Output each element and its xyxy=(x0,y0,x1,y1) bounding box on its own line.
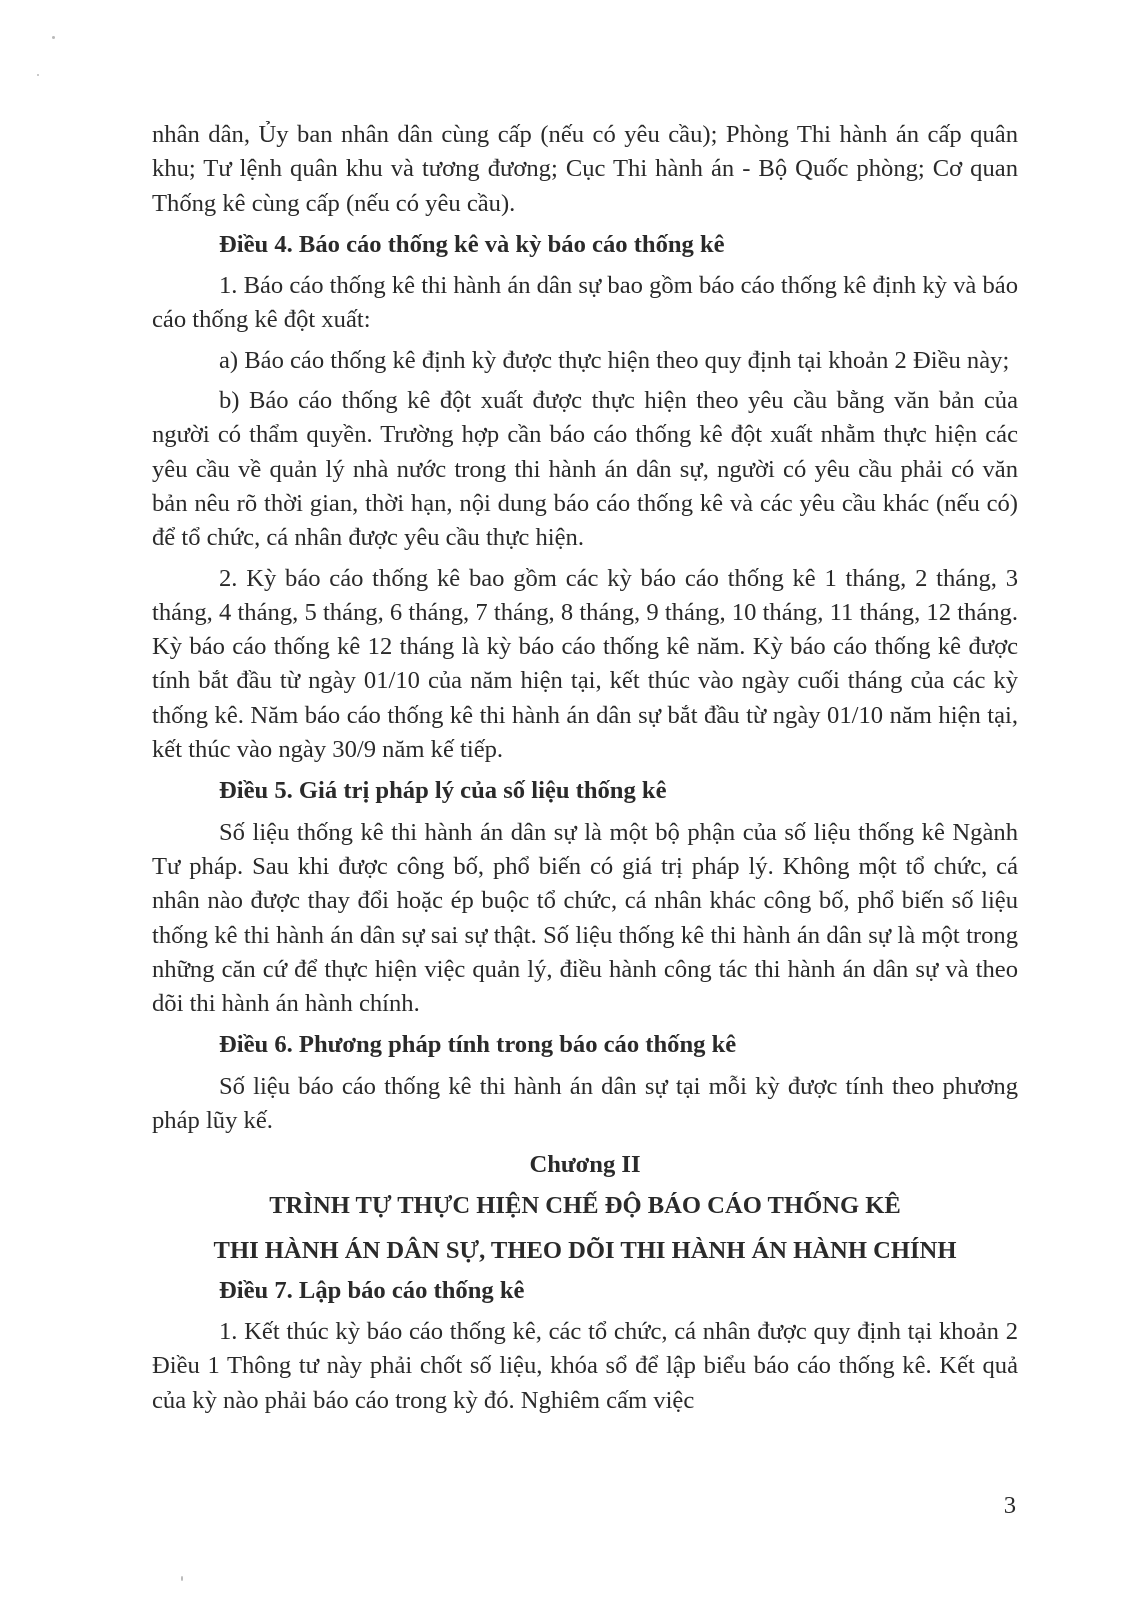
paragraph-continuation: nhân dân, Ủy ban nhân dân cùng cấp (nếu có yêu cầu); Phòng Thi hành án cấp quân khu; Tư lệnh quân khu và tương đương; Cục Thi hành án - Bộ Quốc phòng; Cơ quan Thống kê cùng cấp (nếu có yêu cầu). xyxy=(152,121,1018,217)
page-number: 3 xyxy=(1003,1492,1016,1519)
article-6-body: Số liệu báo cáo thống kê thi hành án dân sự tại mỗi kỳ được tính theo phương pháp lũy kế. xyxy=(152,1072,1018,1135)
chapter-title: Chương II xyxy=(529,1151,641,1179)
article-4-clause-2: 2. Kỳ báo cáo thống kê bao gồm các kỳ báo cáo thống kê 1 tháng, 2 tháng, 3 tháng, 4 tháng, 5 tháng, 6 tháng, 7 tháng, 8 tháng, 9 tháng, 10 tháng, 11 tháng, 12 tháng. Kỳ báo cáo thống kê 12 tháng là kỳ báo cáo thống kê năm. Kỳ báo cáo thống kê được tính bắt đầu từ ngày 01/10 của năm hiện tại, kết thúc vào ngày cuối tháng của các kỳ thống kê. Năm báo cáo thống kê thi hành án dân sự bắt đầu từ ngày 01/10 năm hiện tại, kết thúc vào ngày 30/9 năm kế tiếp. xyxy=(152,564,1018,764)
scan-speck xyxy=(181,1576,183,1581)
article-4-clause-1: 1. Báo cáo thống kê thi hành án dân sự bao gồm báo cáo thống kê định kỳ và báo cáo thống kê đột xuất: xyxy=(152,272,1018,334)
article-5-body: Số liệu thống kê thi hành án dân sự là một bộ phận của số liệu thống kê Ngành Tư pháp. Sau khi được công bố, phổ biến có giá trị pháp lý. Không một tổ chức, cá nhân nào được thay đổi hoặc ép buộc tổ chức, cá nhân khác công bố, phổ biến số liệu thống kê thi hành án dân sự sai sự thật. Số liệu thống kê thi hành án dân sự là một trong những căn cứ để thực hiện việc quản lý, điều hành công tác thi hành án dân sự và theo dõi thi hành án hành chính. xyxy=(152,818,1018,1018)
scan-speck xyxy=(37,74,39,76)
article-4-point-a: a) Báo cáo thống kê định kỳ được thực hiện theo quy định tại khoản 2 Điều này; xyxy=(219,346,1010,374)
article-4-heading: Điều 4. Báo cáo thống kê và kỳ báo cáo thống kê xyxy=(219,230,725,258)
chapter-name-line-2: THI HÀNH ÁN DÂN SỰ, THEO DÕI THI HÀNH ÁN HÀNH CHÍNH xyxy=(213,1236,957,1264)
article-7-clause-1: 1. Kết thúc kỳ báo cáo thống kê, các tổ chức, cá nhân được quy định tại khoản 2 Điều 1 Thông tư này phải chốt số liệu, khóa sổ để lập biểu báo cáo thống kê. Kết quả của kỳ nào phải báo cáo trong kỳ đó. Nghiêm cấm việc xyxy=(152,1317,1018,1414)
article-4-point-b: b) Báo cáo thống kê đột xuất được thực hiện theo yêu cầu bằng văn bản của người có thẩm quyền. Trường hợp cần báo cáo thống kê đột xuất nhằm thực hiện các yêu cầu về quản lý nhà nước trong thi hành án dân sự, người có yêu cầu phải có văn bản nêu rõ thời gian, thời hạn, nội dung báo cáo thống kê và các yêu cầu khác (nếu có) để tổ chức, cá nhân được yêu cầu thực hiện. xyxy=(152,387,1018,552)
article-6-heading: Điều 6. Phương pháp tính trong báo cáo thống kê xyxy=(219,1031,737,1059)
scan-speck xyxy=(52,36,55,39)
document-page xyxy=(152,118,1018,1418)
chapter-name-line-1: TRÌNH TỰ THỰC HIỆN CHẾ ĐỘ BÁO CÁO THỐNG KÊ xyxy=(269,1191,901,1219)
article-5-heading: Điều 5. Giá trị pháp lý của số liệu thống kê xyxy=(219,777,667,805)
article-7-heading: Điều 7. Lập báo cáo thống kê xyxy=(219,1276,525,1304)
